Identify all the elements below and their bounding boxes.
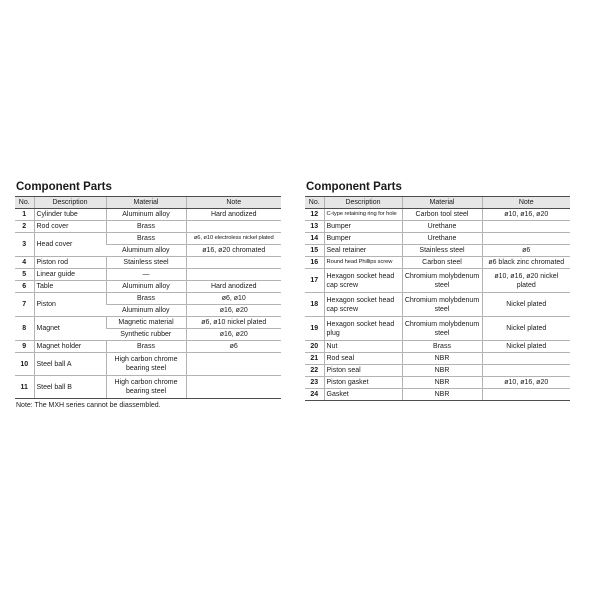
part-material: Stainless steel	[402, 245, 482, 257]
part-description: Hexagon socket head cap screw	[324, 269, 402, 293]
table-row	[305, 377, 570, 389]
part-note	[482, 389, 570, 401]
left-section-title: Component Parts	[16, 181, 112, 193]
part-note: ø10, ø16, ø20 nickel plated	[482, 269, 570, 293]
part-note: Hard anodized	[186, 209, 281, 221]
part-note: Nickel plated	[482, 293, 570, 317]
part-no: 7	[15, 293, 34, 317]
part-material: NBR	[402, 377, 482, 389]
table-row	[305, 317, 570, 341]
table-row	[305, 389, 570, 401]
part-no: 18	[305, 293, 324, 317]
right-parts-table	[305, 196, 570, 401]
table-row	[15, 233, 281, 245]
part-description: Linear guide	[34, 269, 106, 281]
part-no: 6	[15, 281, 34, 293]
part-description: Hexagon socket head cap screw	[324, 293, 402, 317]
part-material: High carbon chrome bearing steel	[106, 376, 186, 399]
part-note: Nickel plated	[482, 317, 570, 341]
part-material: Chromium molybdenum steel	[402, 317, 482, 341]
part-material: —	[106, 269, 186, 281]
header-no: No.	[305, 197, 324, 209]
part-no: 14	[305, 233, 324, 245]
part-no: 16	[305, 257, 324, 269]
part-description: Table	[34, 281, 106, 293]
part-no: 17	[305, 269, 324, 293]
part-description: C-type retaining ring for hole	[324, 209, 402, 221]
part-note: ø10, ø16, ø20	[482, 209, 570, 221]
part-no: 13	[305, 221, 324, 233]
part-no: 12	[305, 209, 324, 221]
part-description: Rod seal	[324, 353, 402, 365]
table-row	[15, 341, 281, 353]
part-no: 11	[15, 376, 34, 399]
table-row	[305, 245, 570, 257]
part-material: NBR	[402, 365, 482, 377]
header-material: Material	[402, 197, 482, 209]
part-note	[482, 353, 570, 365]
table-row	[15, 209, 281, 221]
part-no: 2	[15, 221, 34, 233]
table-row	[305, 269, 570, 293]
table-row	[15, 221, 281, 233]
part-no: 15	[305, 245, 324, 257]
part-note: ø16, ø20	[186, 305, 281, 317]
part-no: 20	[305, 341, 324, 353]
part-description: Piston rod	[34, 257, 106, 269]
part-note: ø6 black zinc chromated	[482, 257, 570, 269]
part-note: ø10, ø16, ø20	[482, 377, 570, 389]
table-row	[15, 353, 281, 376]
part-no: 19	[305, 317, 324, 341]
part-material: Aluminum alloy	[106, 305, 186, 317]
header-material: Material	[106, 197, 186, 209]
part-note: ø16, ø20 chromated	[186, 245, 281, 257]
left-header-row	[15, 197, 281, 209]
part-note	[186, 257, 281, 269]
part-note: ø16, ø20	[186, 329, 281, 341]
part-material: Magnetic material	[106, 317, 186, 329]
part-note	[186, 221, 281, 233]
part-description: Magnet	[34, 317, 106, 341]
part-description: Magnet holder	[34, 341, 106, 353]
part-material: Stainless steel	[106, 257, 186, 269]
part-note	[186, 269, 281, 281]
part-note: ø6	[482, 245, 570, 257]
part-description: Piston gasket	[324, 377, 402, 389]
part-note	[482, 221, 570, 233]
part-note: ø6	[186, 341, 281, 353]
part-material: Aluminum alloy	[106, 209, 186, 221]
header-note: Note	[482, 197, 570, 209]
part-description: Bumper	[324, 221, 402, 233]
part-material: Carbon steel	[402, 257, 482, 269]
table-row	[15, 317, 281, 329]
part-material: Urethane	[402, 233, 482, 245]
part-no: 4	[15, 257, 34, 269]
part-material: Urethane	[402, 221, 482, 233]
part-description: Round head Phillips screw	[324, 257, 402, 269]
part-description: Gasket	[324, 389, 402, 401]
header-note: Note	[186, 197, 281, 209]
part-material: High carbon chrome bearing steel	[106, 353, 186, 376]
table-row	[305, 233, 570, 245]
part-material: Chromium molybdenum steel	[402, 269, 482, 293]
part-material: NBR	[402, 389, 482, 401]
header-description: Description	[324, 197, 402, 209]
table-row	[15, 269, 281, 281]
part-no: 3	[15, 233, 34, 257]
part-no: 23	[305, 377, 324, 389]
part-no: 10	[15, 353, 34, 376]
table-row	[15, 257, 281, 269]
part-material: Synthetic rubber	[106, 329, 186, 341]
part-note: ø6, ø10	[186, 293, 281, 305]
part-description: Piston seal	[324, 365, 402, 377]
part-description: Head cover	[34, 233, 106, 257]
part-note	[482, 365, 570, 377]
table-row	[305, 257, 570, 269]
part-description: Cylinder tube	[34, 209, 106, 221]
left-component-parts-panel	[15, 180, 281, 409]
part-material: Brass	[106, 233, 186, 245]
table-row	[305, 353, 570, 365]
part-note	[186, 353, 281, 376]
part-material: Aluminum alloy	[106, 281, 186, 293]
part-material: Brass	[106, 341, 186, 353]
part-no: 24	[305, 389, 324, 401]
table-row	[15, 281, 281, 293]
part-description: Steel ball B	[34, 376, 106, 399]
part-material: Brass	[402, 341, 482, 353]
part-note: Hard anodized	[186, 281, 281, 293]
part-note	[482, 233, 570, 245]
part-description: Bumper	[324, 233, 402, 245]
part-description: Hexagon socket head plug	[324, 317, 402, 341]
part-note	[186, 376, 281, 399]
part-no: 21	[305, 353, 324, 365]
part-description: Rod cover	[34, 221, 106, 233]
table-row	[305, 341, 570, 353]
part-no: 1	[15, 209, 34, 221]
part-no: 8	[15, 317, 34, 341]
left-parts-table	[15, 196, 281, 399]
right-component-parts-panel	[305, 180, 570, 401]
table-row	[15, 376, 281, 399]
part-no: 5	[15, 269, 34, 281]
footnote: Note: The MXH series cannot be diassembled.	[16, 402, 161, 409]
part-description: Seal retainer	[324, 245, 402, 257]
header-no: No.	[15, 197, 34, 209]
part-note: Nickel plated	[482, 341, 570, 353]
part-note: ø6, ø10 nickel plated	[186, 317, 281, 329]
part-material: Brass	[106, 293, 186, 305]
table-row	[305, 209, 570, 221]
part-no: 22	[305, 365, 324, 377]
table-row	[305, 221, 570, 233]
part-note: ø6, ø10 electroless nickel plated	[186, 233, 281, 245]
header-description: Description	[34, 197, 106, 209]
part-description: Piston	[34, 293, 106, 317]
part-material: Aluminum alloy	[106, 245, 186, 257]
part-material: Brass	[106, 221, 186, 233]
table-row	[305, 293, 570, 317]
part-description: Steel ball A	[34, 353, 106, 376]
part-material: NBR	[402, 353, 482, 365]
right-header-row	[305, 197, 570, 209]
part-description: Nut	[324, 341, 402, 353]
table-row	[15, 293, 281, 305]
right-section-title: Component Parts	[306, 181, 402, 193]
part-material: Carbon tool steel	[402, 209, 482, 221]
part-no: 9	[15, 341, 34, 353]
part-material: Chromium molybdenum steel	[402, 293, 482, 317]
table-row	[305, 365, 570, 377]
